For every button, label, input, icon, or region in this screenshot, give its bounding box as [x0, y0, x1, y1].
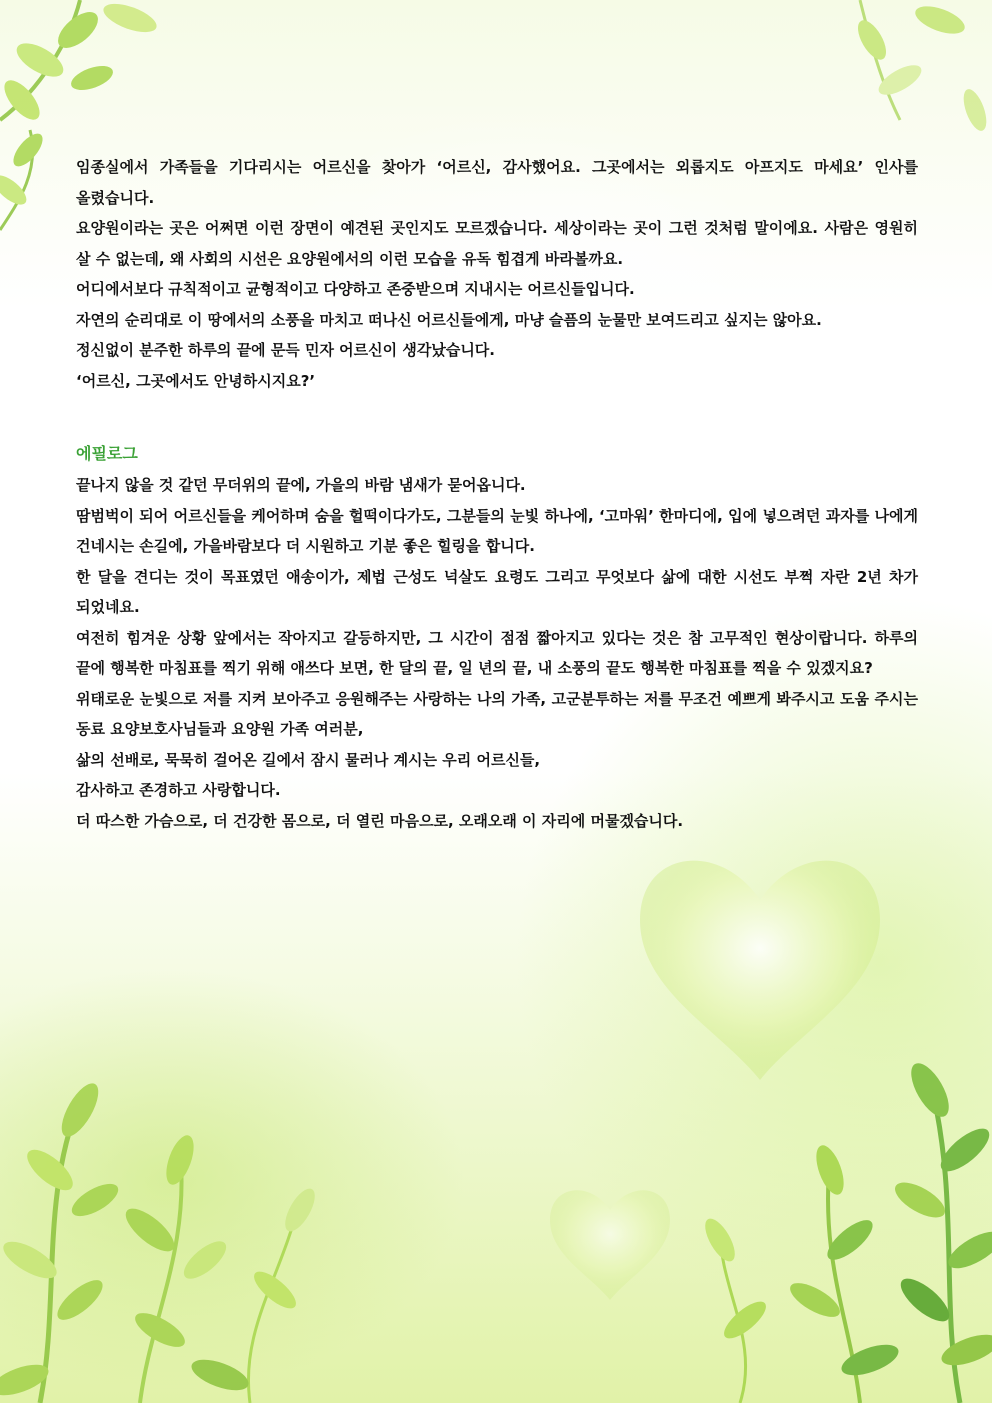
epilogue-paragraph: 삶의 선배로, 묵묵히 걸어온 길에서 잠시 물러나 계시는 우리 어르신들,	[76, 750, 541, 769]
paragraph: 요양원이라는 곳은 어쩌면 이런 장면이 예견된 곳인지도 모르겠습니다. 세상이라는 곳이 그런 것처럼 말이에요. 사람은 영원히 살 수 없는데, 왜 사회의 시선은 요양원에서의 이런 모습을 유독 힘겹게 바라볼까요.	[76, 219, 918, 268]
epilogue-paragraph: 위태로운 눈빛으로 저를 지켜 보아주고 응원해주는 사랑하는 나의 가족, 고군분투하는 저를 무조건 예쁘게 봐주시고 도움 주시는 동료 요양보호사님들과 요양원 가족 여러분,	[76, 689, 918, 738]
paragraph: ‘어르신, 그곳에서도 안녕하시지요?’	[76, 371, 316, 390]
bottom-left-plants	[0, 1078, 321, 1403]
epilogue-paragraph: 땀범벅이 되어 어르신들을 케어하며 숨을 헐떡이다가도, 그분들의 눈빛 하나에, ‘고마워’ 한마디에, 입에 넣으려던 과자를 나에게 건네시는 손길에, 가을바람보다 더 시원하고 기분 좋은 힐링을 합니다.	[76, 506, 918, 555]
paragraph: 임종실에서 가족들을 기다리시는 어르신을 찾아가 ‘어르신, 감사했어요. 그곳에서는 외롭지도 아프지도 마세요’ 인사를 올렸습니다.	[76, 158, 918, 207]
document-body	[76, 152, 918, 836]
epilogue-paragraph: 한 달을 견디는 것이 목표였던 애송이가, 제법 근성도 넉살도 요령도 그리고 무엇보다 삶에 대한 시선도 부쩍 자란 2년 차가 되었네요.	[76, 567, 918, 616]
top-right-leaves	[852, 0, 991, 134]
bottom-right-plants	[699, 1058, 992, 1403]
paragraph: 자연의 순리대로 이 땅에서의 소풍을 마치고 떠나신 어르신들에게, 마냥 슬픔의 눈물만 보여드리고 싶지는 않아요.	[76, 310, 822, 329]
epilogue-paragraph: 감사하고 존경하고 사랑합니다.	[76, 781, 281, 799]
epilogue-paragraph: 더 따스한 가슴으로, 더 건강한 몸으로, 더 열린 마음으로, 오래오래 이 자리에 머물겠습니다.	[76, 811, 684, 830]
epilogue-heading: 에필로그	[76, 444, 138, 463]
paragraph: 정신없이 분주한 하루의 끝에 문득 민자 어르신이 생각났습니다.	[76, 341, 495, 359]
paragraph: 어디에서보다 규칙적이고 균형적이고 다양하고 존중받으며 지내시는 어르신들입니다.	[76, 280, 635, 298]
small-heart	[550, 1190, 670, 1300]
center-heart	[640, 861, 880, 1080]
epilogue-paragraph: 여전히 힘겨운 상황 앞에서는 작아지고 갈등하지만, 그 시간이 점점 짧아지고 있다는 것은 참 고무적인 현상이랍니다. 하루의 끝에 행복한 마침표를 찍기 위해 애쓰다 보면, 한 달의 끝, 일 년의 끝, 내 소풍의 끝도 행복한 마침표를 찍을 수 있겠지요?	[76, 628, 918, 677]
epilogue-paragraph: 끝나지 않을 것 같던 무더위의 끝에, 가을의 바람 냄새가 묻어옵니다.	[76, 476, 526, 494]
